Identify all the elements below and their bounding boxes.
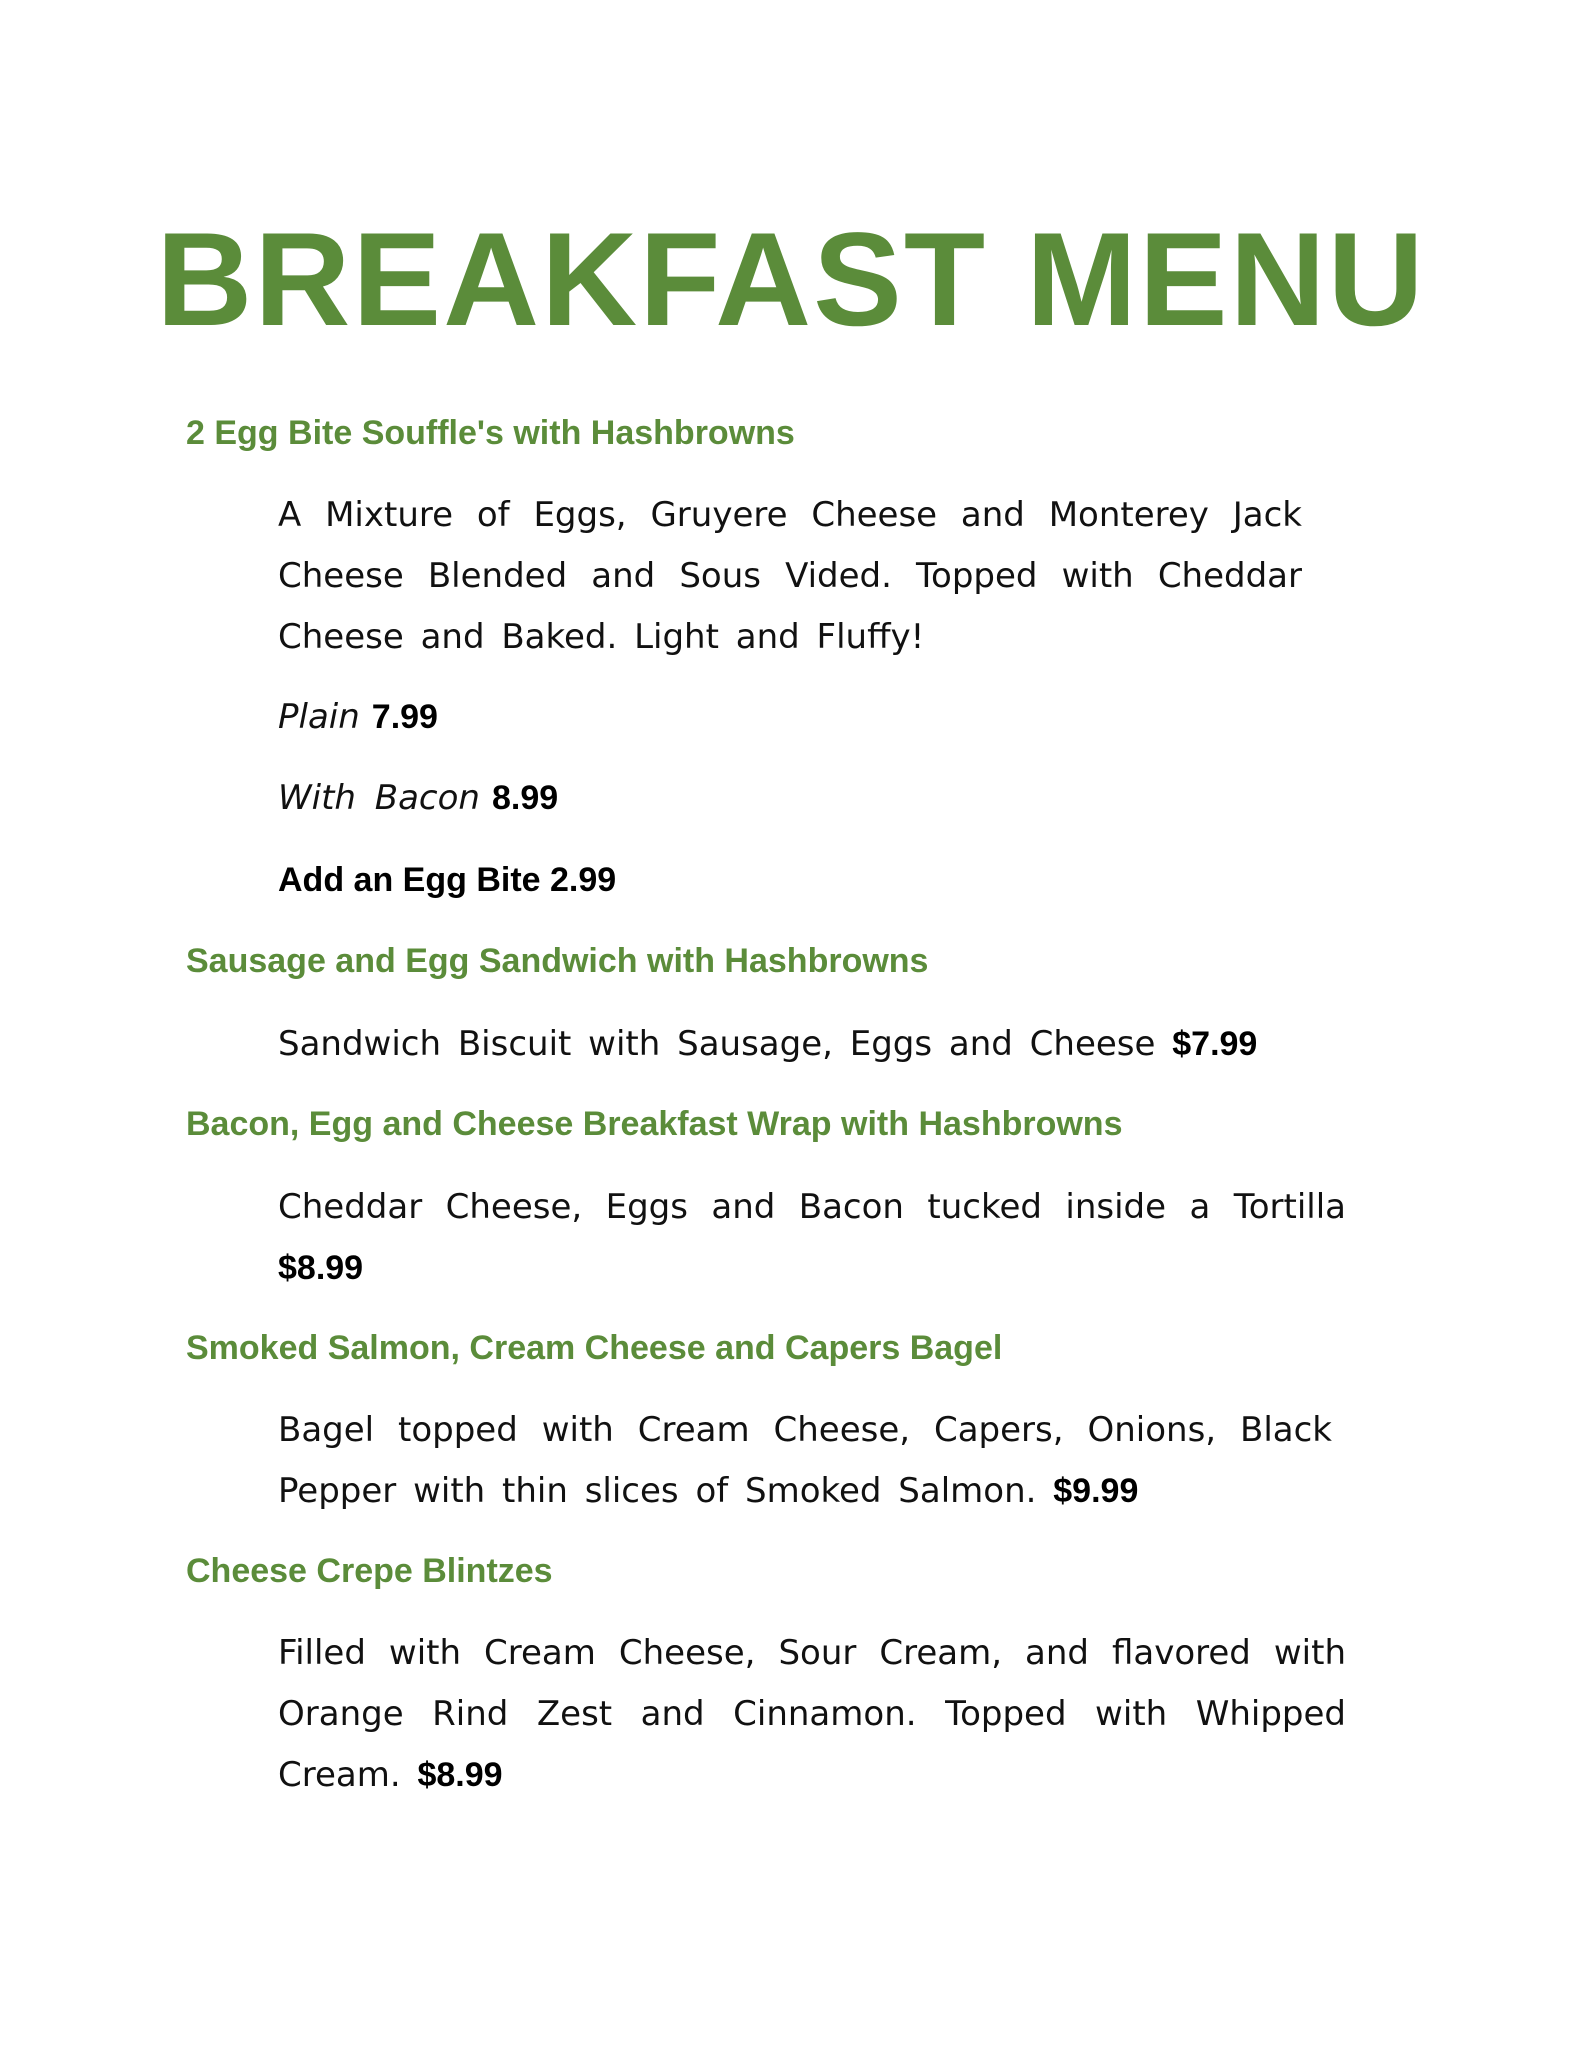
description-text: Cheddar Cheese, Eggs and Bacon tucked inside a Tortilla (278, 1187, 1346, 1227)
menu-item-title: Sausage and Egg Sandwich with Hashbrowns (186, 942, 929, 980)
description-text: Filled with Cream Cheese, Sour Cream, and flavored with Orange Rind Zest and Cinnamon. Topped with Whipped Cream. (278, 1633, 1346, 1795)
option-price: 8.99 (491, 779, 559, 817)
menu-item-title: Smoked Salmon, Cream Cheese and Capers Bagel (186, 1329, 1003, 1367)
description-text: A Mixture of Eggs, Gruyere Cheese and Monterey Jack Cheese Blended and Sous Vided. Topped with Cheddar Cheese and Baked. Light and Fluffy! (278, 495, 1302, 657)
price-option (278, 776, 558, 820)
price-option (278, 695, 438, 739)
page-title: BREAKFAST MENU (156, 206, 1426, 354)
menu-item-description (278, 1177, 1346, 1299)
menu-item-description (278, 1014, 1338, 1075)
menu-item-title: Cheese Crepe Blintzes (186, 1552, 553, 1590)
description-text: Bagel topped with Cream Cheese, Capers, Onions, Black Pepper with thin slices of Smoked Salmon. (278, 1410, 1332, 1511)
menu-item-title: 2 Egg Bite Souffle's with Hashbrowns (186, 414, 795, 452)
option-price: 7.99 (371, 698, 438, 736)
menu-item-description (278, 1623, 1346, 1806)
menu-item-description (278, 485, 1302, 668)
item-price: $8.99 (278, 1249, 364, 1287)
item-price: $9.99 (1053, 1472, 1139, 1510)
menu-item-description (278, 1400, 1332, 1522)
item-price: $7.99 (1172, 1025, 1258, 1063)
item-price: $8.99 (417, 1756, 503, 1794)
menu-item-title: Bacon, Egg and Cheese Breakfast Wrap with Hashbrowns (186, 1105, 1123, 1143)
option-label: Plain (278, 697, 360, 737)
description-text: Sandwich Biscuit with Sausage, Eggs and Cheese (278, 1024, 1156, 1064)
option-label: With Bacon (278, 778, 480, 818)
addon-note: Add an Egg Bite 2.99 (278, 861, 617, 899)
